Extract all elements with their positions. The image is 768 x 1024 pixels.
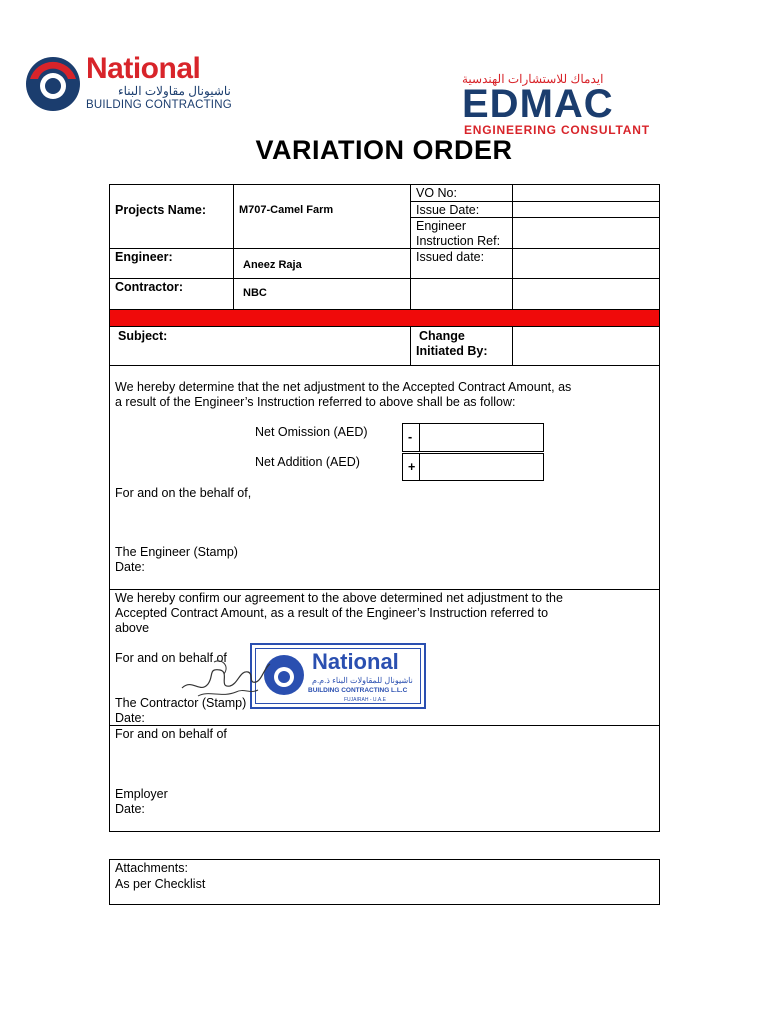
stamp-english-text: BUILDING CONTRACTING L.L.C (308, 687, 408, 694)
contractor-para-line-1: We hereby confirm our agreement to the above determined net adjustment to the (115, 591, 563, 605)
employer-date-label: Date: (115, 802, 145, 816)
contractor-stamp-label: The Contractor (Stamp) (115, 696, 247, 710)
stamp-city-text: FUJAIRAH - U.A.E (344, 697, 386, 703)
engineer-instruction-label-2: Instruction Ref: (416, 234, 501, 248)
contractor-behalf-text: For and on behalf of (115, 651, 227, 665)
engineer-para-line-2: a result of the Engineer’s Instruction referred to above shall be as follow: (115, 395, 516, 409)
stamp-wordmark: National (312, 649, 399, 674)
employer-label: Employer (115, 787, 168, 801)
subject-label: Subject: (118, 329, 168, 343)
contractor-value: NBC (243, 287, 267, 299)
edmac-subtitle: ENGINEERING CONSULTANT (464, 123, 650, 137)
contractor-para-line-3: above (115, 621, 150, 635)
change-initiated-label-2: Initiated By: (416, 344, 488, 358)
attachments-label: Attachments: (115, 861, 188, 875)
engineer-behalf-text: For and on the behalf of, (115, 486, 252, 500)
engineer-value: Aneez Raja (243, 259, 302, 271)
change-initiated-label-1: Change (419, 329, 465, 343)
net-omission-sign: - (408, 430, 413, 444)
net-omission-label: Net Omission (AED) (255, 425, 368, 439)
projects-name-label: Projects Name: (115, 203, 207, 217)
contractor-signature (178, 648, 278, 708)
engineer-instruction-label-1: Engineer (416, 219, 467, 233)
engineer-date-label: Date: (115, 560, 145, 574)
national-globe-icon (24, 55, 82, 113)
contractor-label: Contractor: (115, 280, 184, 294)
vo-no-label: VO No: (416, 186, 457, 200)
engineer-stamp-label: The Engineer (Stamp) (115, 545, 238, 559)
edmac-wordmark: EDMAC (462, 82, 614, 126)
net-addition-box (402, 453, 544, 481)
engineer-label: Engineer: (115, 250, 173, 264)
contractor-date-label: Date: (115, 711, 145, 725)
national-wordmark: National (86, 52, 201, 85)
issued-date-label: Issued date: (416, 250, 485, 264)
national-subtitle: BUILDING CONTRACTING (86, 99, 232, 111)
stamp-arabic-text: ناشيونال للمقاولات البناء ذ.م.م (312, 676, 413, 685)
projects-name-value: M707-Camel Farm (239, 204, 334, 216)
national-arabic-name: ناشيونال مقاولات البناء (118, 84, 231, 98)
net-omission-box (402, 423, 544, 452)
employer-behalf-text: For and on behalf of (115, 727, 227, 741)
engineer-para-line-1: We hereby determine that the net adjustment to the Accepted Contract Amount, as (115, 380, 572, 394)
red-separator-band (110, 310, 659, 326)
net-addition-sign: + (408, 460, 416, 474)
edmac-arabic-name: ايدماك للاستشارات الهندسية (462, 72, 604, 86)
attachments-value: As per Checklist (115, 877, 206, 891)
net-addition-label: Net Addition (AED) (255, 455, 360, 469)
contractor-para-line-2: Accepted Contract Amount, as a result of the Engineer’s Instruction referred to (115, 606, 549, 620)
issue-date-label: Issue Date: (416, 203, 480, 217)
page-title: VARIATION ORDER (255, 135, 513, 165)
